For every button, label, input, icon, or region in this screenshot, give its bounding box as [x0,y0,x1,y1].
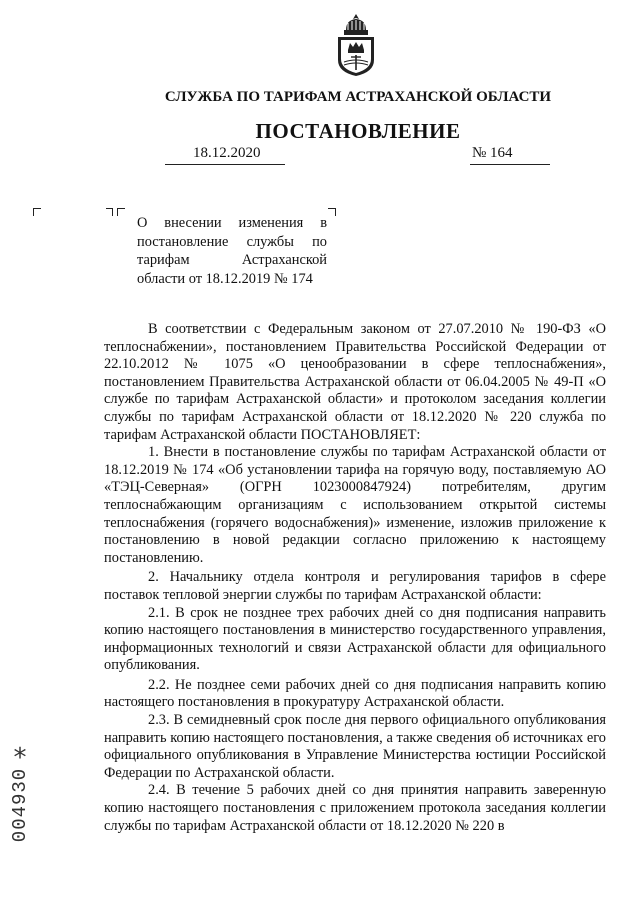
subject-line-1: О внесении изменения в [137,215,327,231]
document-subject [137,214,327,288]
body-paragraph-2-2: 2.2. Не позднее семи рабочих дней со дня подписания направить копию настоящего постановления в прокуратуру Астраханской области. [104,676,606,711]
body-paragraph-preamble: В соответствии с Федеральным законом от 27.07.2010 № 190-ФЗ «О теплоснабжении», постановлением Правительства Российской Федерации от 22.10.2012 № 1075 «О ценообразовании в сфере теплоснабжения», постановлением Правительства Астраханской области от 06.04.2005 № 49-П «О службе по тарифам Астраханской области» и протоколом заседания коллегии службы по тарифам Астраханской области от 18.12.2020 № 220 служба по тарифам Астраханской области ПОСТАНОВЛЯЕТ: [104,321,606,443]
corner-mark-mid-left [106,208,113,216]
stamp-asterisk: * [13,743,27,773]
registration-stamp-code: 004930 [9,767,31,843]
body-paragraph-2-4: 2.4. В течение 5 рабочих дней со дня принятия направить заверенную копию настоящего постановления с приложением протокола заседания коллегии службы по тарифам Астраханской области от 18.12.2020 № 220 в [104,782,606,834]
document-body [104,321,606,835]
subject-line-4: области от 18.12.2019 № 174 [137,270,313,287]
body-paragraph-2: 2. Начальнику отдела контроля и регулирования тарифов в сфере поставок тепловой энергии службы по тарифам Астраханской области: [104,569,606,603]
corner-mark-right [328,208,336,216]
document-date: 18.12.2020 [165,145,285,165]
corner-mark-mid-right [117,208,125,216]
document-type-title: ПОСТАНОВЛЕНИЕ [255,119,461,143]
document-number: № 164 [470,145,550,165]
organization-name: СЛУЖБА ПО ТАРИФАМ АСТРАХАНСКОЙ ОБЛАСТИ [164,89,552,105]
coat-of-arms-icon [334,12,378,78]
subject-line-3: тарифам Астраханской [137,252,327,268]
body-paragraph-2-1: 2.1. В срок не позднее трех рабочих дней со дня подписания направить копию настоящего постановления в министерство государственного управления, информационных технологий и связи Астраханской области для официального опубликования. [104,604,606,674]
subject-line-2: постановление службы по [137,233,327,250]
body-paragraph-2-3: 2.3. В семидневный срок после дня первого официального опубликования направить копию настоящего постановления, а также сведения об источниках его официального опубликования в Управление Министерства юстиции Российской Федерации по Астраханской области. [104,712,606,781]
corner-mark-left [33,208,41,216]
body-paragraph-1: 1. Внести в постановление службы по тарифам Астраханской области от 18.12.2019 № 174 «Об установлении тарифа на горячую воду, поставляемую АО «ТЭЦ-Северная» (ОГРН 1023000847924) потребителям, другим теплоснабжающим организациям с использованием открытой системы теплоснабжения (горячего водоснабжения)» изменение, изложив приложение к постановлению в новой редакции согласно приложению к настоящему постановлению. [104,444,606,566]
